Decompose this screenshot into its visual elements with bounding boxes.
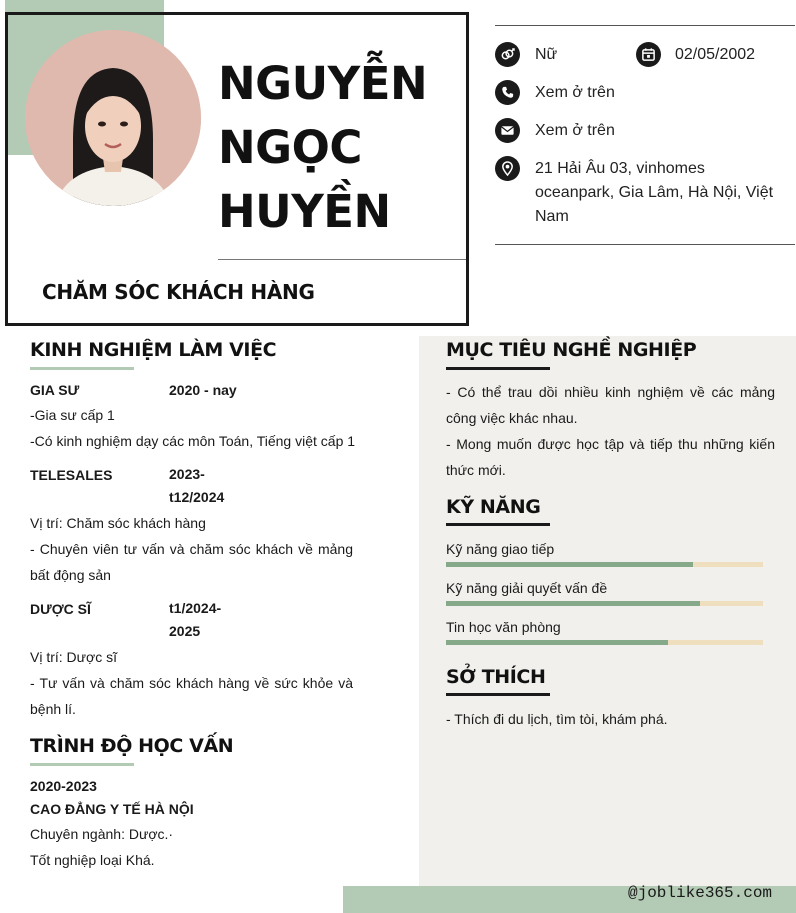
address-value: 21 Hải Âu 03, vinhomes oceanpark, Gia Lâm, Hà Nội, Việt Nam xyxy=(535,160,774,225)
avatar-photo xyxy=(25,30,201,206)
calendar-icon xyxy=(636,42,661,67)
hobbies-underline xyxy=(446,693,550,696)
experience-underline xyxy=(30,367,134,370)
email-icon xyxy=(495,118,520,143)
skill-label: Kỹ năng giải quyết vấn đề xyxy=(446,580,608,596)
job-detail: Vị trí: Chăm sóc khách hàng xyxy=(30,515,206,531)
job-period: t1/2024-2025 xyxy=(169,600,222,639)
email-value: Xem ở trên xyxy=(535,122,615,139)
name-line-3: HUYỀN xyxy=(218,185,391,238)
skills-heading: KỸ NĂNG xyxy=(446,496,541,518)
job-detail: Vị trí: Dược sĩ xyxy=(30,649,118,665)
avatar xyxy=(25,30,201,206)
birthdate-value: 02/05/2002 xyxy=(675,46,756,63)
objective-heading: MỤC TIÊU NGHỀ NGHIỆP xyxy=(446,339,697,361)
skill-bar-fill xyxy=(446,640,668,645)
name-divider xyxy=(218,259,466,260)
job-company: DƯỢC SĨ xyxy=(30,601,91,617)
objective-underline xyxy=(446,367,550,370)
gender-value: Nữ xyxy=(535,46,558,63)
education-years: 2020-2023 xyxy=(30,778,97,794)
job-period: 2020 - nay xyxy=(169,382,237,398)
skill-bar xyxy=(446,601,763,606)
experience-heading: KINH NGHIỆM LÀM VIỆC xyxy=(30,339,277,361)
skill-bar-fill xyxy=(446,562,693,567)
phone-icon xyxy=(495,80,520,105)
hobbies-heading: SỞ THÍCH xyxy=(446,666,546,688)
job-period: 2023-t12/2024 xyxy=(169,466,225,505)
skill-label: Kỹ năng giao tiếp xyxy=(446,541,555,557)
objective-line: - Mong muốn được học tập và tiếp thu những kiến thức mới. xyxy=(446,436,775,478)
job-company: TELESALES xyxy=(30,467,113,483)
phone-value: Xem ở trên xyxy=(535,84,615,101)
skill-bar-fill xyxy=(446,601,700,606)
job-title: CHĂM SÓC KHÁCH HÀNG xyxy=(42,280,315,304)
name-line-1: NGUYỄN xyxy=(218,57,428,110)
location-icon xyxy=(495,156,520,181)
name-line-2: NGỌC xyxy=(218,121,362,174)
footer-handle: @joblike365.com xyxy=(628,884,773,902)
job-detail: -Có kinh nghiệm dạy các môn Toán, Tiếng việt cấp 1 xyxy=(30,433,356,449)
education-grade: Tốt nghiệp loại Khá. xyxy=(30,852,155,868)
objective-line: - Có thể trau dồi nhiều kinh nghiệm về các mảng công việc khác nhau. xyxy=(446,384,775,426)
candidate-name xyxy=(218,52,464,244)
contact-top-divider xyxy=(495,25,795,26)
education-heading: TRÌNH ĐỘ HỌC VẤN xyxy=(30,735,234,757)
job-detail: -Gia sư cấp 1 xyxy=(30,407,115,423)
skill-bar xyxy=(446,640,763,645)
skills-underline xyxy=(446,523,550,526)
skill-bar xyxy=(446,562,763,567)
education-school: CAO ĐẲNG Y TẾ HÀ NỘI xyxy=(30,801,194,817)
education-major: Chuyên ngành: Dược.· xyxy=(30,826,174,842)
hobbies-text: - Thích đi du lịch, tìm tòi, khám phá. xyxy=(446,711,668,727)
gender-icon xyxy=(495,42,520,67)
job-detail: - Tư vấn và chăm sóc khách hàng về sức khỏe và bệnh lí. xyxy=(30,675,353,717)
job-detail: - Chuyên viên tư vấn và chăm sóc khách về mảng bất động sản xyxy=(30,541,353,583)
skill-label: Tin học văn phòng xyxy=(446,619,561,635)
job-company: GIA SƯ xyxy=(30,382,80,398)
education-underline xyxy=(30,763,134,766)
contact-bottom-divider xyxy=(495,244,795,245)
